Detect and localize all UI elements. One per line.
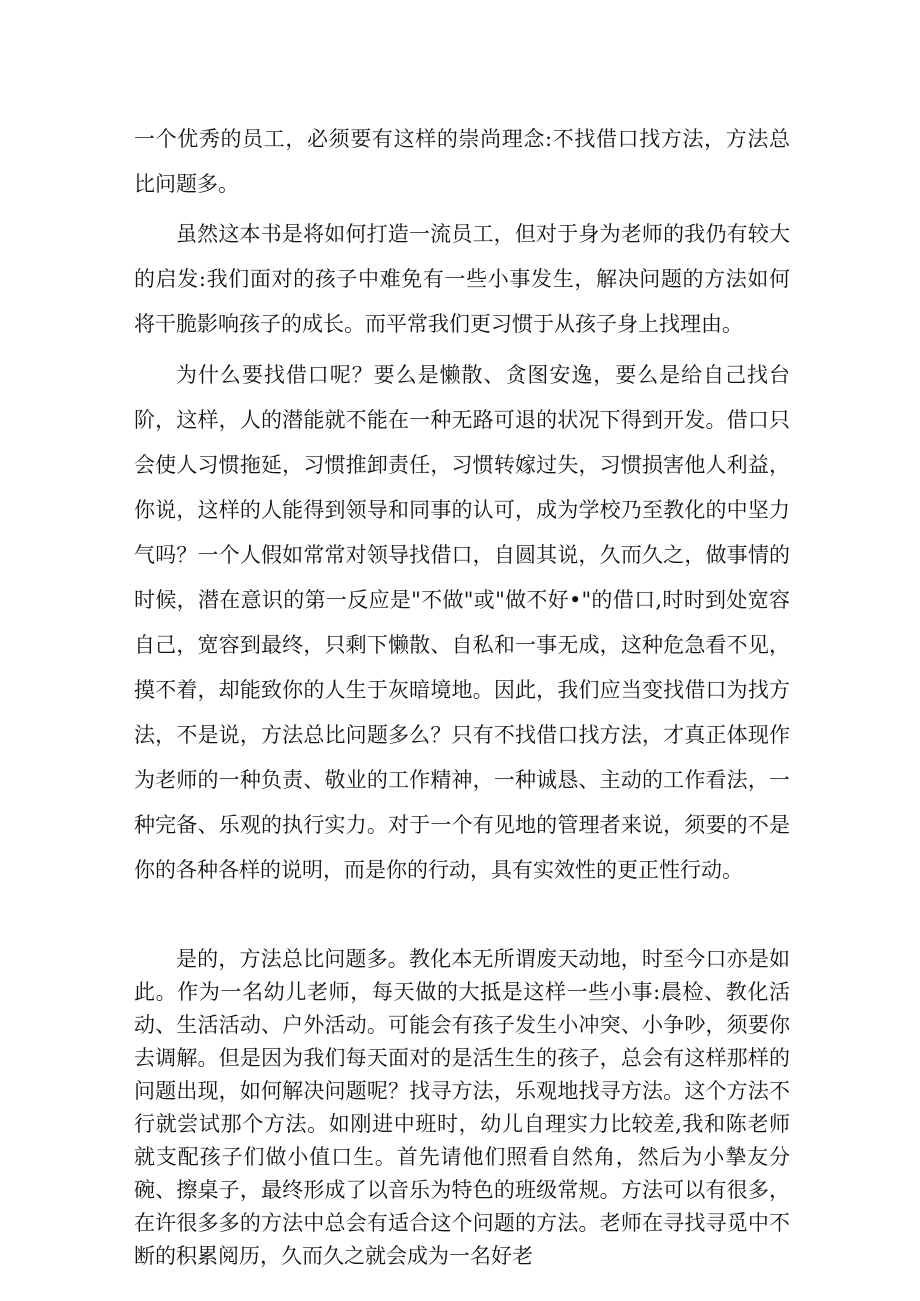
- paragraph-1: 一个优秀的员工，必须要有这样的崇尚理念:不找借口找方法，方法总比问题多。: [134, 127, 790, 196]
- paragraph-3: 为什么要找借口呢？要么是懒散、贪图安逸，要么是给自己找台阶，这样，人的潜能就不能在一种无路可退的状况下得到开发。借口只会使人习惯拖延，习惯推卸责任，习惯转嫁过失，习惯损害他人利益，你说，这样的人能得到领导和同事的认可，成为学校乃至教化的中坚力气吗？一个人假如常常对领导找借口，自圆其说，久而久之，做事情的时候，潜在意识的第一反应是"不做"或"做不好•"的借口,时时到处宽容自己，宽容到最终，只剩下懒散、自私和一事无成，这种危急看不见，摸不着，却能致你的人生于灰暗境地。因此，我们应当变找借口为找方法，不是说，方法总比问题多么？只有不找借口找方法，才真正体现作为老师的一种负责、敬业的工作精神，一种诚恳、主动的工作看法，一种完备、乐观的执行实力。对于一个有见地的管理者来说，须要的不是你的各种各样的说明，而是你的行动，具有实效性的更正性行动。: [134, 363, 790, 882]
- paragraph-4: 是的，方法总比问题多。教化本无所谓废天动地，时至今口亦是如此。作为一名幼儿老师，每天做的大抵是这样一些小事:晨检、教化活动、生活活动、户外活动。可能会有孩子发生小冲突、小争吵，须要你去调解。但是因为我们每天面对的是活生生的孩子，总会有这样那样的问题出现，如何解决问题呢？找寻方法，乐观地找寻方法。这个方法不行就尝试那个方法。如刚进中班时，幼儿自理实力比较差,我和陈老师就支配孩子们做小值口生。首先请他们照看自然角，然后为小摯友分碗、擦桌子，最终形成了以音乐为特色的班级常规。方法可以有很多，在许很多多的方法中总会有适合这个问题的方法。老师在寻找寻觅中不断的积累阅历，久而久之就会成为一名好老: [134, 947, 790, 1268]
- paragraph-2: 虽然这本书是将如何打造一流员工，但对于身为老师的我仍有较大的启发:我们面对的孩子中难免有一些小事发生，解决问题的方法如何将干脆影响孩子的成长。而平常我们更习惯于从孩子身上找理由。: [134, 222, 790, 336]
